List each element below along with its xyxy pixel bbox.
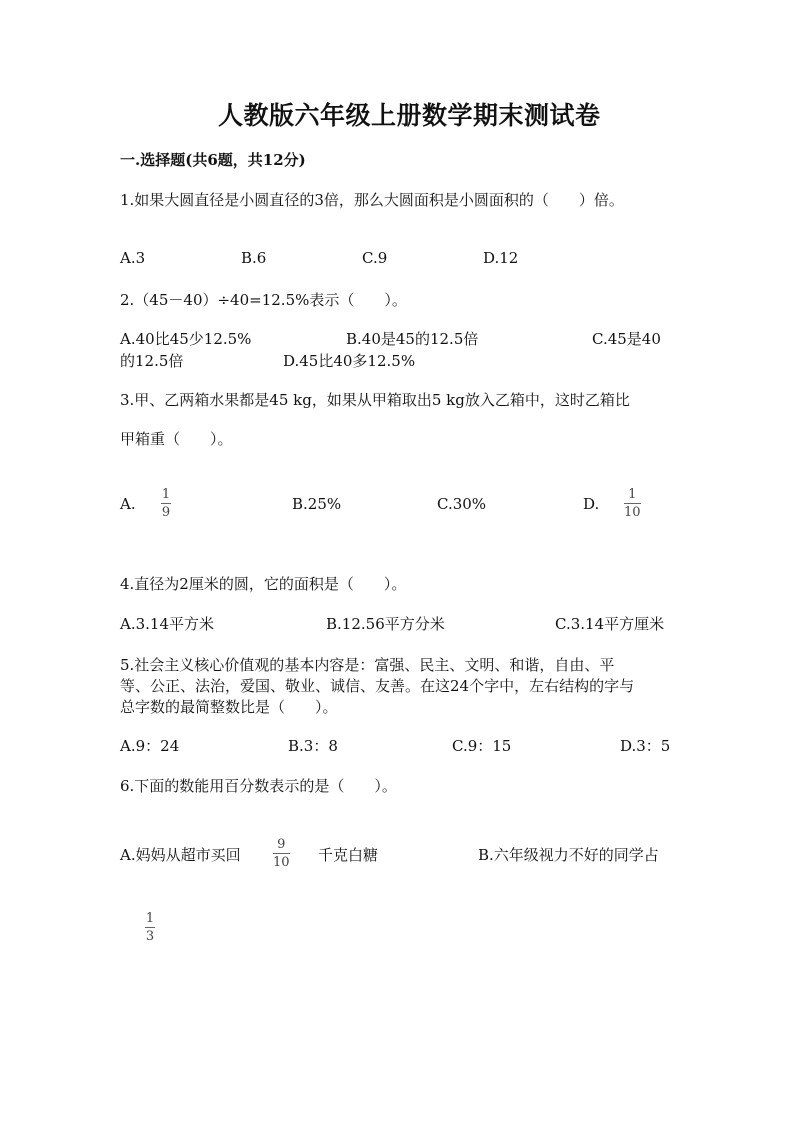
question-4-option-b[interactable]: B.12.56平方分米 xyxy=(326,615,445,633)
fraction-numerator: 1 xyxy=(161,487,171,502)
fraction-bar xyxy=(145,927,155,928)
fraction-denominator: 9 xyxy=(161,505,171,520)
question-6-option-a-unit: 千克白糖 xyxy=(318,846,379,864)
fraction-numerator: 1 xyxy=(628,487,637,502)
question-6-option-b-fraction xyxy=(145,912,155,943)
question-5-text-line1: 5.社会主义核心价值观的基本内容是：富强、民主、文明、和谐，自由、平 xyxy=(120,656,615,674)
question-2-option-c-continued: 的12.5倍 xyxy=(120,352,184,370)
fraction-denominator: 10 xyxy=(273,855,290,870)
question-1-option-c[interactable]: C.9 xyxy=(362,249,388,267)
fraction-denominator: 10 xyxy=(624,505,641,520)
question-3-option-c[interactable]: C.30% xyxy=(437,495,487,513)
question-3-text-line1: 3.甲、乙两箱水果都是45 kg，如果从甲箱取出5 kg放入乙箱中，这时乙箱比 xyxy=(120,391,630,409)
question-4-option-a[interactable]: A.3.14平方米 xyxy=(120,615,214,633)
question-1-option-d[interactable]: D.12 xyxy=(483,249,519,267)
fraction-denominator: 3 xyxy=(145,929,155,944)
question-5-option-a[interactable]: A.9：24 xyxy=(120,737,180,755)
fraction-bar xyxy=(273,853,290,854)
question-2-option-a[interactable]: A.40比45少12.5% xyxy=(120,330,252,348)
page-title: 人教版六年级上册数学期末测试卷 xyxy=(218,101,601,130)
question-3-option-a[interactable]: A. xyxy=(120,495,136,513)
section-heading: 一.选择题(共6题，共12分) xyxy=(120,151,306,169)
fraction-bar xyxy=(161,503,171,504)
question-6-option-b[interactable]: B.六年级视力不好的同学占 xyxy=(478,846,659,864)
question-1-text: 1.如果大圆直径是小圆直径的3倍，那么大圆面积是小圆面积的（ ）倍。 xyxy=(120,191,624,209)
question-4-option-c[interactable]: C.3.14平方厘米 xyxy=(555,615,665,633)
question-5-text-line3: 总字数的最简整数比是（ ）。 xyxy=(120,698,338,716)
question-1-option-a[interactable]: A.3 xyxy=(120,249,146,267)
question-3-text-line2: 甲箱重（ ）。 xyxy=(120,430,233,448)
question-2-option-c[interactable]: C.45是40 xyxy=(592,330,661,348)
question-6-option-a[interactable]: A.妈妈从超市买回 xyxy=(120,846,241,864)
question-2-option-b[interactable]: B.40是45的12.5倍 xyxy=(346,330,479,348)
question-5-option-b[interactable]: B.3：8 xyxy=(288,737,338,755)
question-4-text: 4.直径为2厘米的圆，它的面积是（ ）。 xyxy=(120,575,407,593)
question-5-option-c[interactable]: C.9：15 xyxy=(452,737,512,755)
question-3-option-a-fraction xyxy=(161,488,171,519)
fraction-bar xyxy=(624,503,641,504)
question-5-option-d[interactable]: D.3：5 xyxy=(620,737,671,755)
question-3-option-d-fraction xyxy=(624,488,641,519)
question-3-option-d[interactable]: D. xyxy=(583,495,600,513)
question-2-text: 2.（45－40）÷40=12.5%表示（ ）。 xyxy=(120,291,407,309)
question-6-text: 6.下面的数能用百分数表示的是（ ）。 xyxy=(120,777,397,795)
question-1-option-b[interactable]: B.6 xyxy=(241,249,267,267)
question-3-option-b[interactable]: B.25% xyxy=(292,495,342,513)
fraction-numerator: 1 xyxy=(145,911,155,926)
question-2-option-d[interactable]: D.45比40多12.5% xyxy=(283,352,416,370)
fraction-numerator: 9 xyxy=(277,837,286,852)
question-6-option-a-fraction xyxy=(273,838,290,869)
question-5-text-line2: 等、公正、法治，爱国、敬业、诚信、友善。在这24个字中，左右结构的字与 xyxy=(120,677,635,695)
